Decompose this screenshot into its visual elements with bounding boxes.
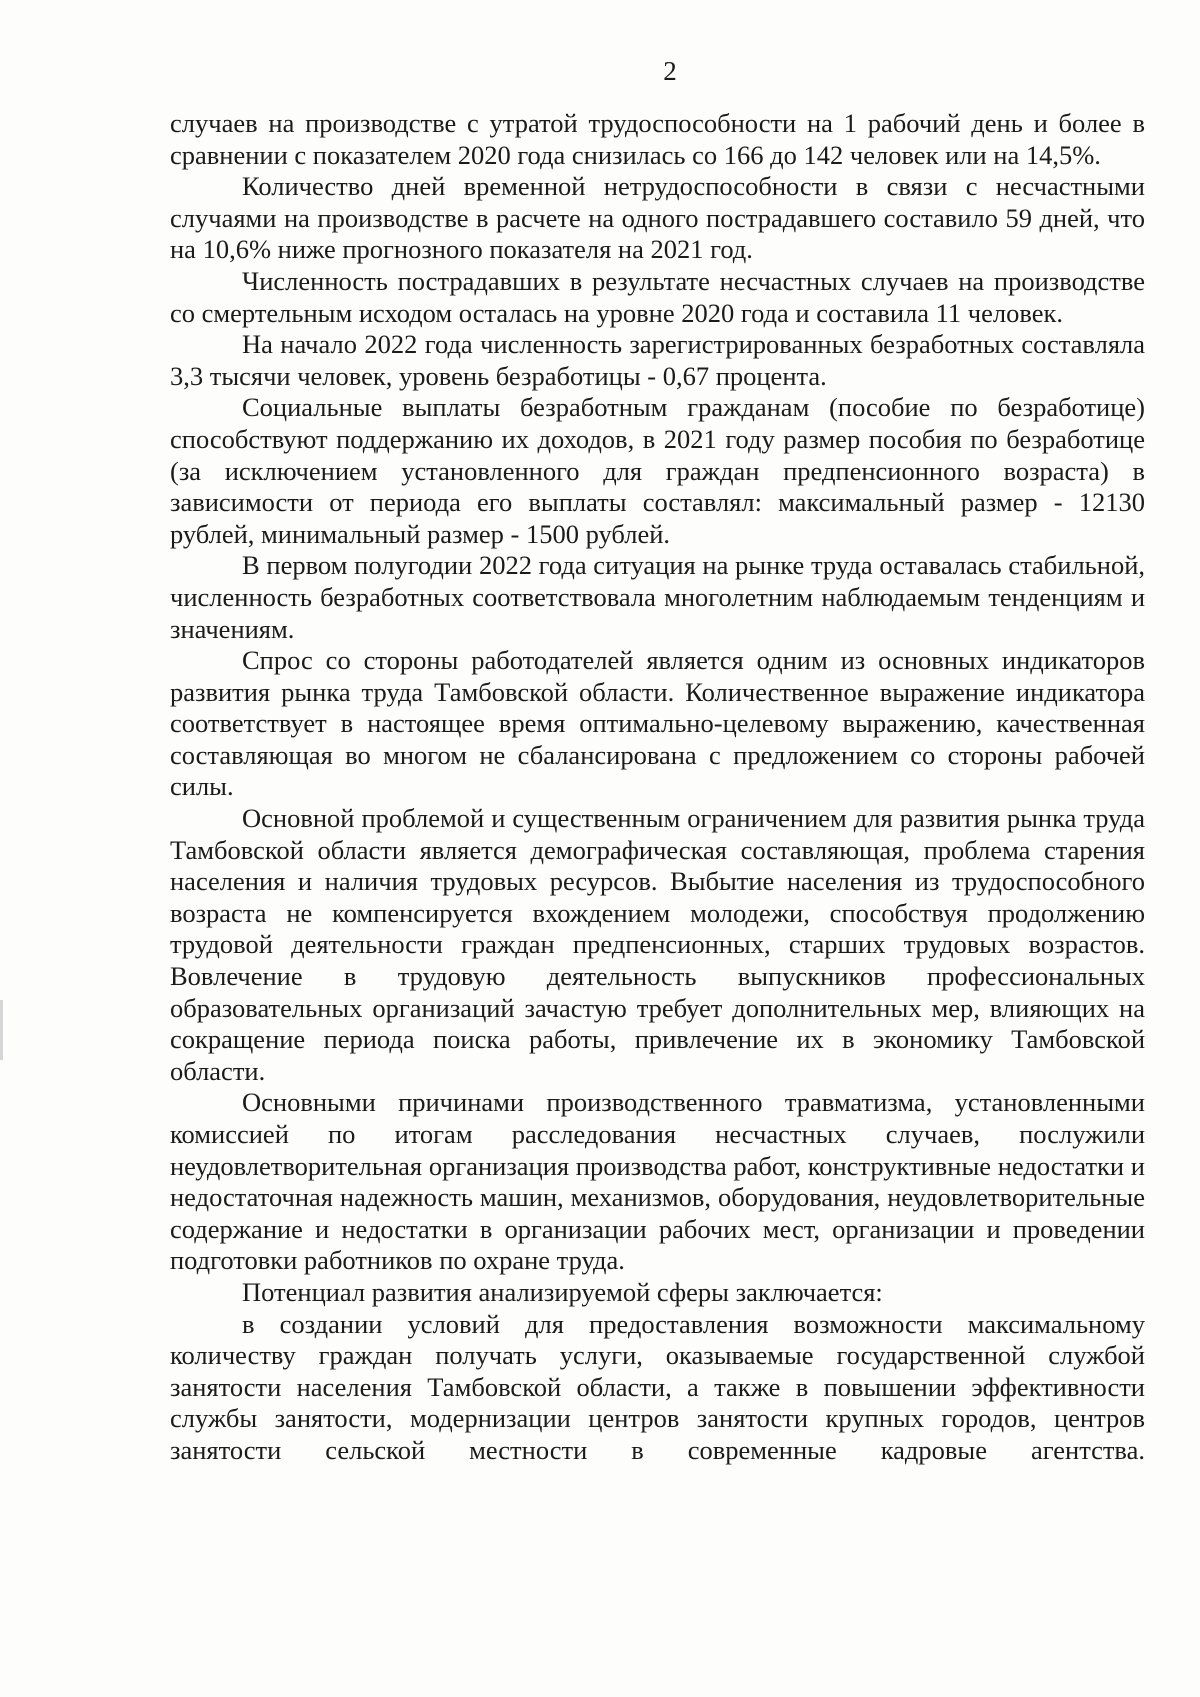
document-body bbox=[170, 108, 1145, 1467]
paragraph: в создании условий для предоставления возможности максимальному количеству граждан получать услуги, оказываемые государственной службой занятости населения Тамбовской области, а также в повышении эффективности службы занятости, модернизации центров занятости крупных городов, центров занятости сельской местности в современные кадровые агентства. bbox=[170, 1308, 1145, 1465]
paragraph: Социальные выплаты безработным гражданам (пособие по безработице) способствуют поддержанию их доходов, в 2021 году размер пособия по безработице (за исключением установленного для граждан предпенсионного возраста) в зависимости от периода его выплаты составлял: максимальный размер - 12130 рублей, минимальный размер - 1500 рублей. bbox=[170, 392, 1145, 549]
page-number: 2 bbox=[663, 56, 677, 86]
paragraph: Количество дней временной нетрудоспособности в связи с несчастными случаями на производстве в расчете на одного пострадавшего составило 59 дней, что на 10,6% ниже прогнозного показателя на 2021 год. bbox=[170, 171, 1145, 265]
paragraph: Численность пострадавших в результате несчастных случаев на производстве со смертельным исходом осталась на уровне 2020 года и составила 11 человек. bbox=[170, 265, 1145, 328]
paragraph: В первом полугодии 2022 года ситуация на рынке труда оставалась стабильной, численность безработных соответствовала многолетним наблюдаемым тенденциям и значениям. bbox=[170, 550, 1145, 644]
scan-edge-mark bbox=[0, 1000, 3, 1060]
paragraph: Потенциал развития анализируемой сферы заключается: bbox=[242, 1276, 883, 1307]
paragraph: Основной проблемой и существенным ограничением для развития рынка труда Тамбовской области является демографическая составляющая, проблема старения населения и наличия трудовых ресурсов. Выбытие населения из трудоспособного возраста не компенсируется вхождением молодежи, способствуя продолжению трудовой деятельности граждан предпенсионных, старших трудовых возрастов. Вовлечение в трудовую деятельность выпускников профессиональных образовательных организаций зачастую требует дополнительных мер, влияющих на сокращение периода поиска работы, привлечение их в экономику Тамбовской области. bbox=[170, 803, 1145, 1086]
paragraph: Спрос со стороны работодателей является одним из основных индикаторов развития рынка труда Тамбовской области. Количественное выражение индикатора соответствует в настоящее время оптимально-целевому выражению, качественная составляющая во многом не сбалансирована с предложением со стороны рабочей силы. bbox=[170, 645, 1145, 802]
paragraph: Основными причинами производственного травматизма, установленными комиссией по итогам расследования несчастных случаев, послужили неудовлетворительная организация производства работ, конструктивные недостатки и недостаточная надежность машин, механизмов, оборудования, неудовлетворительные содержание и недостатки в организации рабочих мест, организации и проведении подготовки работников по охране труда. bbox=[170, 1087, 1145, 1276]
paragraph-continued: случаев на производстве с утратой трудоспособности на 1 рабочий день и более в сравнении с показателем 2020 года снизилась со 166 до 142 человек или на 14,5%. bbox=[170, 108, 1145, 170]
paragraph: На начало 2022 года численность зарегистрированных безработных составляла 3,3 тысячи человек, уровень безработицы - 0,67 процента. bbox=[170, 329, 1145, 391]
